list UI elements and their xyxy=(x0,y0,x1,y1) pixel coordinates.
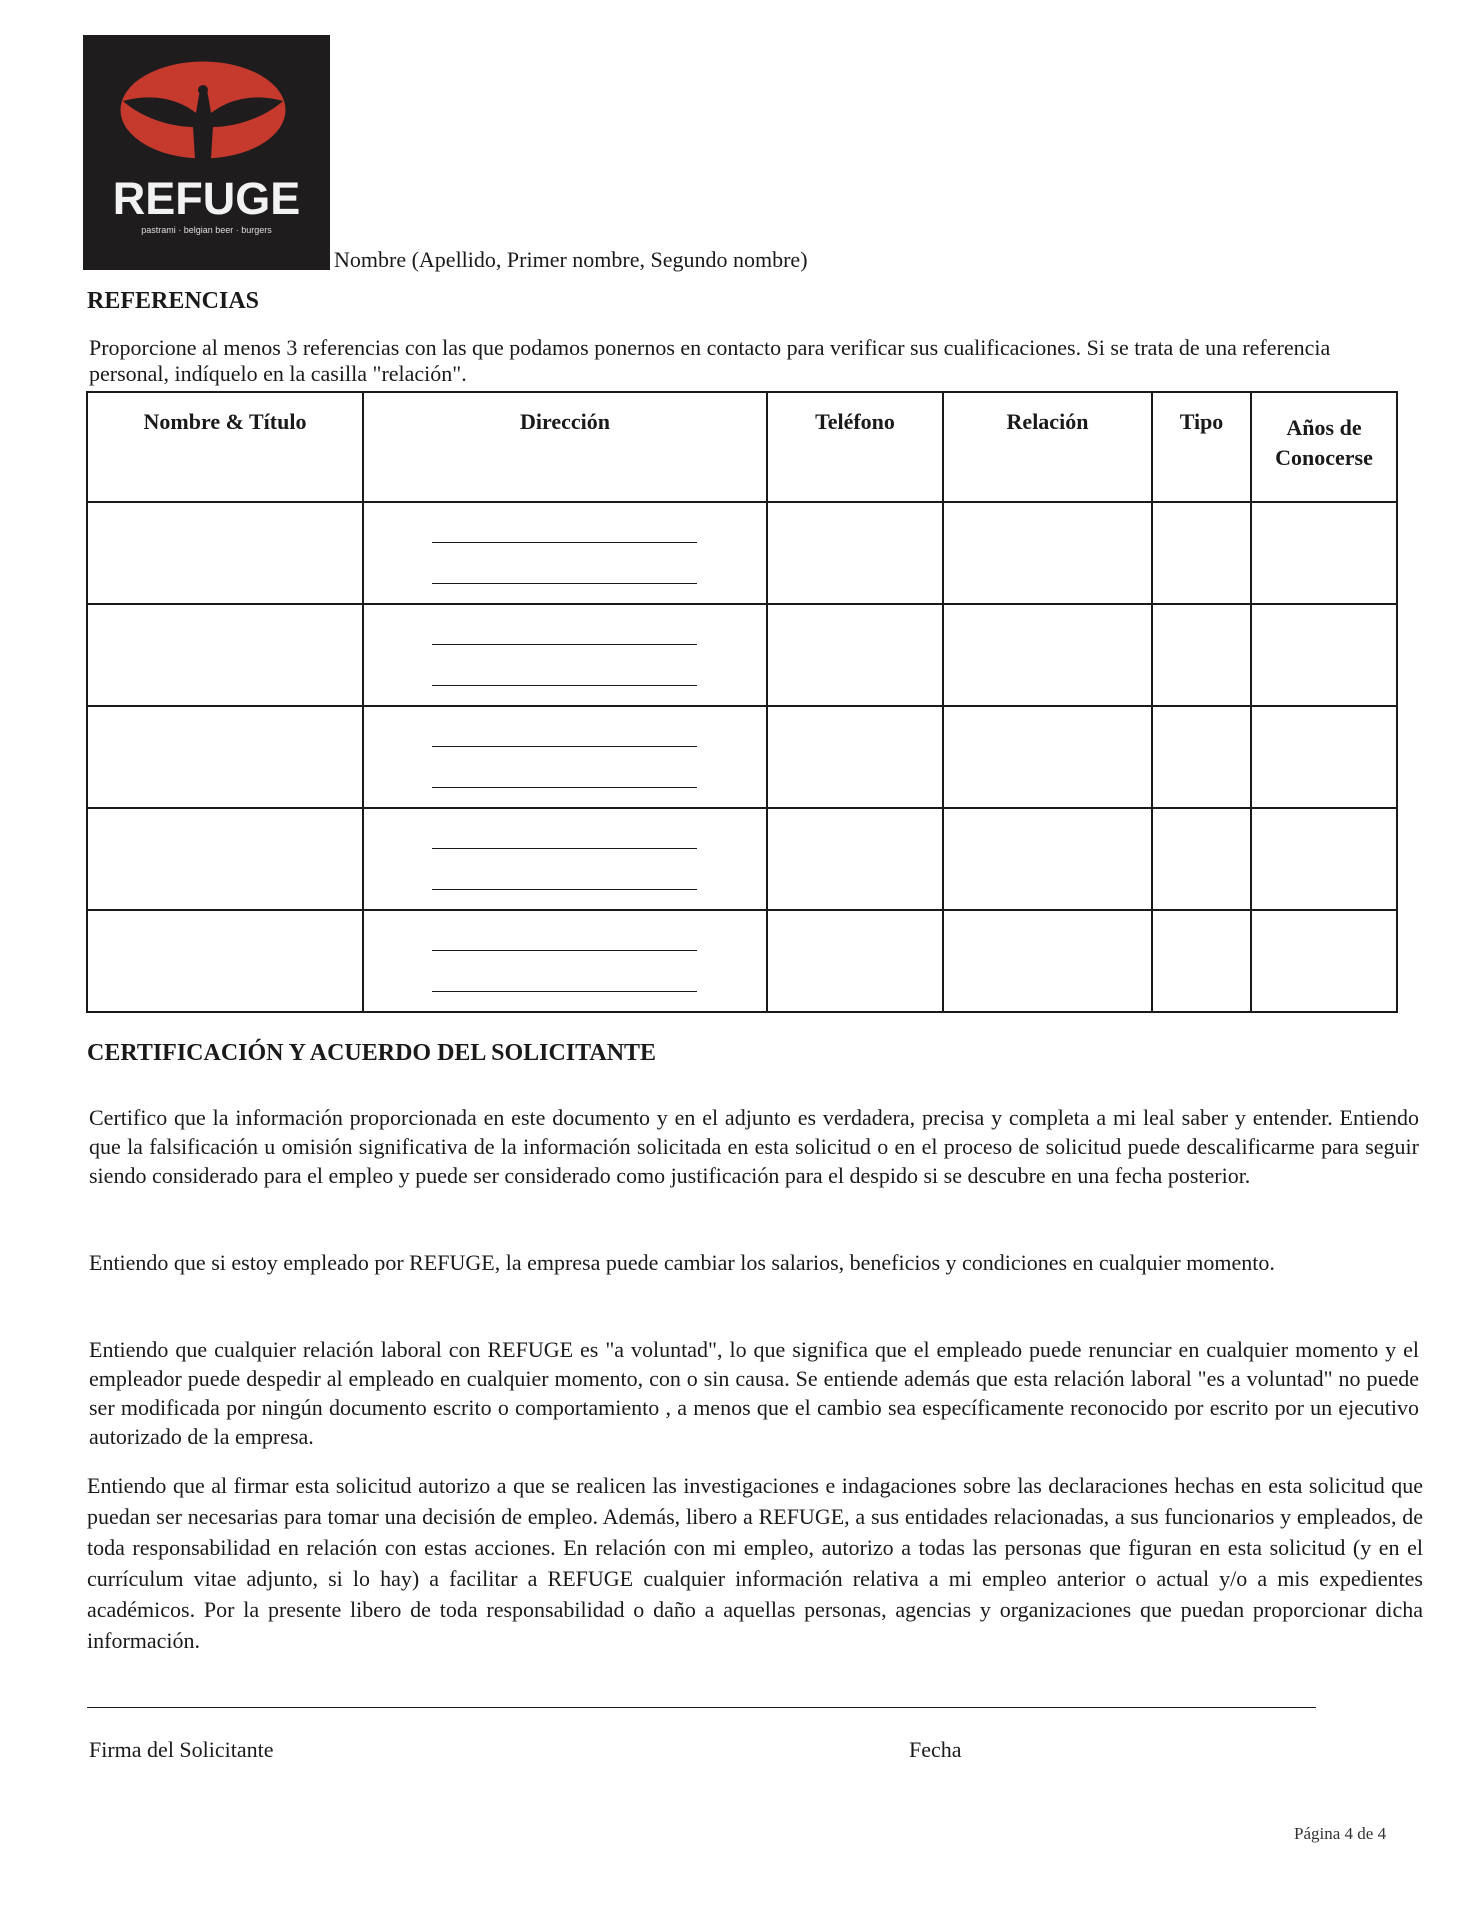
years-known-cell[interactable] xyxy=(1251,502,1397,604)
applicant-name-label: Nombre (Apellido, Primer nombre, Segundo nombre) xyxy=(334,247,808,272)
name-cell[interactable] xyxy=(87,706,363,808)
address-line xyxy=(432,746,697,747)
references-intro: Proporcione al menos 3 referencias con las que podamos ponernos en contacto para verificar sus cualificaciones. Si se trata de una referencia personal, indíquelo en la casilla "relación". xyxy=(89,335,1331,386)
address-cell[interactable] xyxy=(363,604,767,706)
table-header-row xyxy=(87,392,1397,502)
phone-cell[interactable] xyxy=(767,808,943,910)
relationship-cell[interactable] xyxy=(943,502,1152,604)
address-cell[interactable] xyxy=(363,910,767,1012)
certification-paragraph: Entiendo que al firmar esta solicitud autorizo a que se realicen las investigaciones e indagaciones sobre las declaraciones hechas en esta solicitud que puedan ser necesarias para tomar una decisión de empleo. Además, libero a REFUGE, a sus entidades relacionadas, a sus funcionarios y empleados, de toda responsabilidad en relación con estas acciones. En relación con mi empleo, autorizo a todas las personas que figuran en esta solicitud (y en el currículum vitae adjunto, si lo hay) a facilitar a REFUGE cualquier información relativa a mi empleo anterior o actual y/o a mis expedientes académicos. Por la presente libero de toda responsabilidad o daño a aquellas personas, agencias y organizaciones que puedan proporcionar dicha información. xyxy=(87,1473,1423,1653)
signature-line[interactable] xyxy=(87,1707,1316,1708)
relationship-cell[interactable] xyxy=(943,808,1152,910)
column-header-years-known: Años de Conocerse xyxy=(1251,392,1397,502)
certification-paragraph: Entiendo que cualquier relación laboral con REFUGE es "a voluntad", lo que significa que el empleado puede renunciar en cualquier momento y el empleador puede despedir al empleado en cualquier momento, con o sin causa. Se entiende además que esta relación laboral "es a voluntad" no puede ser modificada por ningún documento escrito o comportamiento , a menos que el cambio sea específicamente reconocido por escrito por un ejecutivo autorizado de la empresa. xyxy=(89,1337,1419,1449)
address-line xyxy=(432,787,697,788)
name-cell[interactable] xyxy=(87,604,363,706)
address-line xyxy=(432,542,697,543)
years-known-cell[interactable] xyxy=(1251,706,1397,808)
type-cell[interactable] xyxy=(1152,604,1251,706)
address-cell[interactable] xyxy=(363,502,767,604)
certification-title: CERTIFICACIÓN Y ACUERDO DEL SOLICITANTE xyxy=(87,1040,657,1066)
column-header-address: Dirección xyxy=(363,392,767,502)
years-known-cell[interactable] xyxy=(1251,910,1397,1012)
phone-cell[interactable] xyxy=(767,910,943,1012)
name-cell[interactable] xyxy=(87,910,363,1012)
address-line xyxy=(432,644,697,645)
table-row xyxy=(87,910,1397,1012)
logo-wordmark: REFUGE xyxy=(112,173,301,224)
type-cell[interactable] xyxy=(1152,910,1251,1012)
years-known-cell[interactable] xyxy=(1251,808,1397,910)
address-line xyxy=(432,685,697,686)
column-header-phone: Teléfono xyxy=(767,392,943,502)
certification-paragraph: Certifico que la información proporcionada en este documento y en el adjunto es verdadera, precisa y completa a mi leal saber y entender. Entiendo que la falsificación u omisión significativa de la información solicitada en esta solicitud o en el proceso de solicitud puede descalificarme para seguir siendo considerado para el empleo y puede ser considerado como justificación para el despido si se descubre en una fecha posterior. xyxy=(89,1105,1419,1188)
relationship-cell[interactable] xyxy=(943,706,1152,808)
table-row xyxy=(87,706,1397,808)
years-known-cell[interactable] xyxy=(1251,604,1397,706)
type-cell[interactable] xyxy=(1152,502,1251,604)
phone-cell[interactable] xyxy=(767,706,943,808)
column-header-name: Nombre & Título xyxy=(87,392,363,502)
type-cell[interactable] xyxy=(1152,706,1251,808)
references-table xyxy=(86,391,1398,1013)
type-cell[interactable] xyxy=(1152,808,1251,910)
phone-cell[interactable] xyxy=(767,604,943,706)
phone-cell[interactable] xyxy=(767,502,943,604)
address-line xyxy=(432,889,697,890)
page-number: Página 4 de 4 xyxy=(1294,1824,1387,1843)
address-cell[interactable] xyxy=(363,706,767,808)
name-cell[interactable] xyxy=(87,502,363,604)
refuge-logo xyxy=(83,35,330,270)
signature-label: Firma del Solicitante xyxy=(89,1737,274,1762)
date-label: Fecha xyxy=(909,1737,962,1762)
references-title: REFERENCIAS xyxy=(87,288,260,314)
table-row xyxy=(87,502,1397,604)
certification-paragraph: Entiendo que si estoy empleado por REFUGE, la empresa puede cambiar los salarios, beneficios y condiciones en cualquier momento. xyxy=(89,1250,1275,1275)
logo-tagline: pastrami · belgian beer · burgers xyxy=(141,225,272,235)
address-line xyxy=(432,991,697,992)
table-row xyxy=(87,808,1397,910)
column-header-relationship: Relación xyxy=(943,392,1152,502)
address-line xyxy=(432,950,697,951)
relationship-cell[interactable] xyxy=(943,604,1152,706)
column-header-type: Tipo xyxy=(1152,392,1251,502)
relationship-cell[interactable] xyxy=(943,910,1152,1012)
address-cell[interactable] xyxy=(363,808,767,910)
table-row xyxy=(87,604,1397,706)
address-line xyxy=(432,583,697,584)
address-line xyxy=(432,848,697,849)
name-cell[interactable] xyxy=(87,808,363,910)
